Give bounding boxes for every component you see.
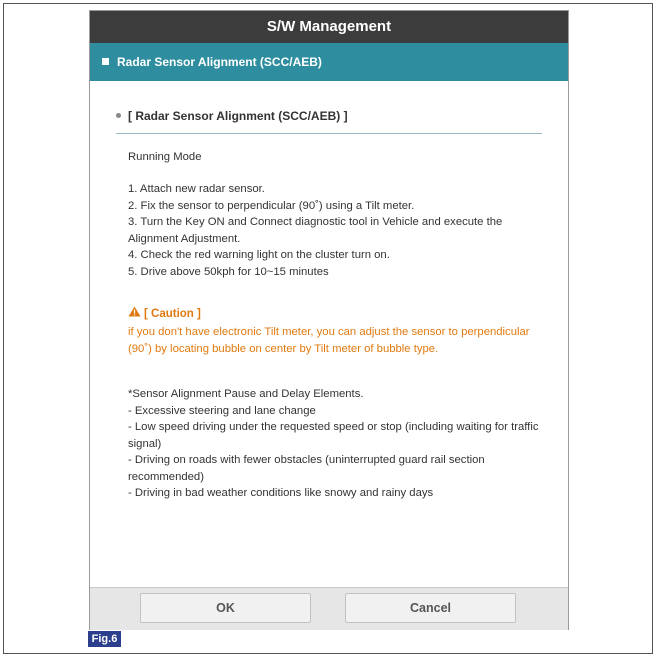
note-item: *Sensor Alignment Pause and Delay Elements. — [128, 388, 364, 400]
caution-title: [ Caution ] — [144, 308, 201, 320]
dialog-footer — [90, 587, 568, 630]
heading-divider — [116, 133, 542, 134]
note-item: - Driving in bad weather conditions like snowy and rainy days — [128, 487, 434, 499]
step-item: 5. Drive above 50kph for 10~15 minutes — [128, 265, 329, 278]
square-bullet-icon — [102, 58, 109, 65]
step-item: 4. Check the red warning light on the cluster turn on. — [128, 249, 390, 261]
cancel-button[interactable]: Cancel — [345, 593, 516, 623]
caution-text: if you don't have electronic Tilt meter, you can adjust the sensor to perpendicular (90˚) by locating bubble on center by Tilt meter of bubble type. — [128, 326, 530, 355]
caution-heading — [128, 306, 201, 320]
running-mode-label: Running Mode — [128, 151, 202, 163]
content-heading — [116, 109, 348, 123]
steps-list — [128, 181, 548, 280]
warning-triangle-icon — [128, 306, 141, 320]
section-label: Radar Sensor Alignment (SCC/AEB) — [117, 55, 322, 69]
content-area — [90, 81, 568, 587]
section-header — [90, 43, 568, 81]
sw-management-dialog — [89, 10, 569, 630]
step-item: 2. Fix the sensor to perpendicular (90˚) using a Tilt meter. — [128, 199, 415, 212]
note-item: - Excessive steering and lane change — [128, 404, 316, 417]
note-item: - Low speed driving under the requested speed or stop (including waiting for traffic signal) — [128, 421, 539, 450]
dot-bullet-icon — [116, 113, 121, 118]
step-item: 1. Attach new radar sensor. — [128, 183, 265, 195]
note-item: - Driving on roads with fewer obstacles (uninterrupted guard rail section recommended) — [128, 454, 485, 483]
notes-list — [128, 386, 548, 502]
window-title: S/W Management — [90, 11, 568, 43]
heading-text: [ Radar Sensor Alignment (SCC/AEB) ] — [128, 109, 348, 123]
ok-button[interactable]: OK — [140, 593, 311, 623]
step-item: 3. Turn the Key ON and Connect diagnostic tool in Vehicle and execute the Alignment Adjustment. — [128, 216, 503, 245]
figure-label: Fig.6 — [88, 631, 121, 647]
